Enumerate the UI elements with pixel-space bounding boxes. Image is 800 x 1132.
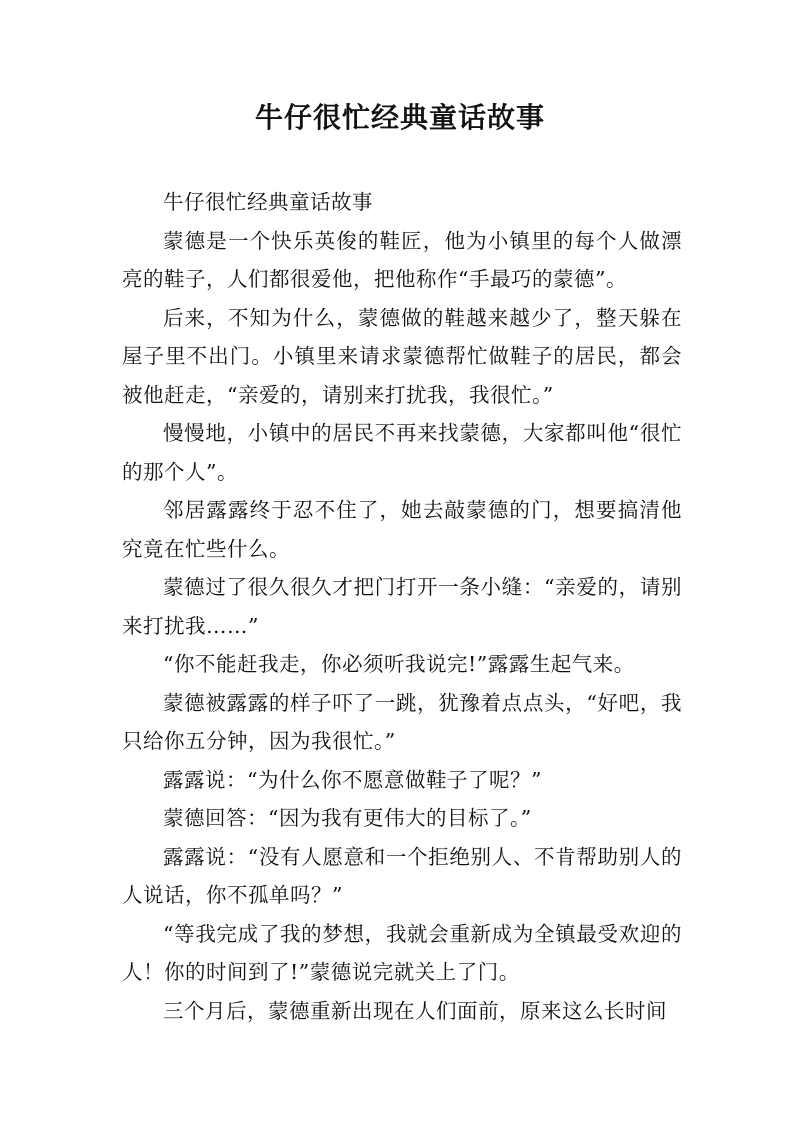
paragraph: 邻居露露终于忍不住了，她去敲蒙德的门，想要搞清他究竟在忙些什么。 <box>122 498 682 561</box>
document-body <box>122 183 682 1030</box>
paragraph: 蒙德是一个快乐英俊的鞋匠，他为小镇里的每个人做漂亮的鞋子，人们都很爱他，把他称作“手最巧的蒙德”。 <box>122 228 682 291</box>
paragraph: 后来，不知为什么，蒙德做的鞋越来越少了，整天躲在屋子里不出门。小镇里来请求蒙德帮忙做鞋子的居民，都会被他赶走，“亲爱的，请别来打扰我，我很忙。” <box>122 305 682 407</box>
paragraph: 蒙德回答：“因为我有更伟大的目标了。” <box>163 806 532 830</box>
document-title: 牛仔很忙经典童话故事 <box>254 101 545 134</box>
paragraph: “等我完成了我的梦想，我就会重新成为全镇最受欢迎的人！你的时间到了!”蒙德说完就关上了门。 <box>122 921 682 984</box>
paragraph: 蒙德被露露的样子吓了一跳，犹豫着点点头，“好吧，我只给你五分钟，因为我很忙。” <box>122 690 682 753</box>
paragraph: “你不能赶我走，你必须听我说完!”露露生起气来。 <box>163 652 635 676</box>
paragraph: 慢慢地，小镇中的居民不再来找蒙德，大家都叫他“很忙的那个人”。 <box>122 421 682 484</box>
paragraph: 露露说：“为什么你不愿意做鞋子了呢？” <box>163 767 542 792</box>
paragraph: 三个月后，蒙德重新出现在人们面前，原来这么长时间 <box>163 998 667 1023</box>
paragraph: 牛仔很忙经典童话故事 <box>163 190 373 214</box>
paragraph: 蒙德过了很久很久才把门打开一条小缝：“亲爱的，请别来打扰我……” <box>122 575 682 638</box>
paragraph: 露露说：“没有人愿意和一个拒绝别人、不肯帮助别人的人说话，你不孤单吗？” <box>122 844 682 907</box>
